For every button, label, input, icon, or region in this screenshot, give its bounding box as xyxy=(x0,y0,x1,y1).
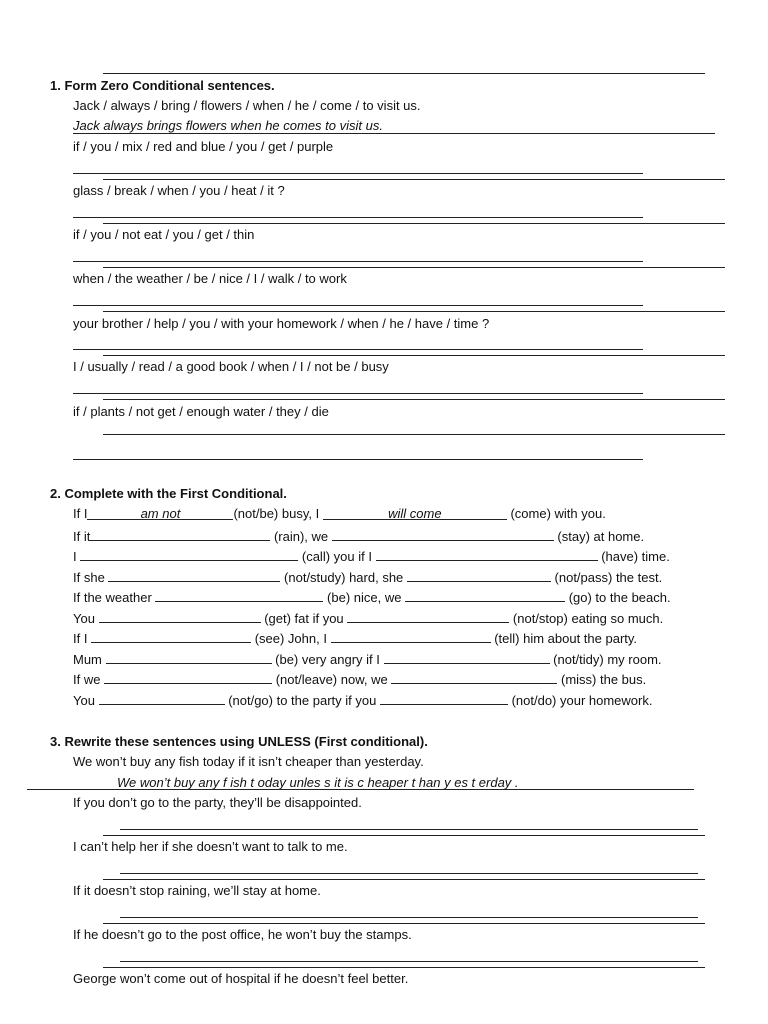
s2-row-7-p1: Mum xyxy=(73,652,102,667)
s2-row-7-blank-1[interactable] xyxy=(106,650,272,664)
s2-row-5-blank-1[interactable] xyxy=(99,609,261,623)
s2-row-1 xyxy=(73,527,644,545)
s3-answer-line-3b[interactable] xyxy=(103,879,705,880)
s2-row-3-p1: If she xyxy=(73,570,105,585)
s1-item-3: glass / break / when / you / heat / it ? xyxy=(73,183,285,198)
s2-row-5-blank-2[interactable] xyxy=(347,609,509,623)
s2-row-8-blank-1[interactable] xyxy=(104,670,272,684)
s2-row-2-p1: I xyxy=(73,549,77,564)
s2-row-3-blank-1[interactable] xyxy=(108,568,280,582)
s2-row-4-p2: (be) nice, we xyxy=(327,590,402,605)
s2-row-8-p2: (not/leave) now, we xyxy=(275,672,388,687)
s3-answer-line-2a[interactable] xyxy=(120,829,698,830)
s1-answer-line-4a[interactable] xyxy=(73,261,643,262)
s1-answer-line-3a[interactable] xyxy=(73,217,643,218)
s2-row-9-p2: (not/go) to the party if you xyxy=(228,693,377,708)
s2-row-3-p2: (not/study) hard, she xyxy=(284,570,404,585)
s2-row-6-blank-1[interactable] xyxy=(91,629,251,643)
s3-item-6: George won’t come out of hospital if he doesn’t feel better. xyxy=(73,971,409,986)
s2-example-row xyxy=(73,506,606,522)
s3-answer-line-5a[interactable] xyxy=(120,961,698,962)
s3-answer-line-2b[interactable] xyxy=(103,835,705,836)
s1-item-4: if / you / not eat / you / get / thin xyxy=(73,227,255,242)
s1-answer-line-6b[interactable] xyxy=(103,355,725,356)
s2-row-7-p3: (not/tidy) my room. xyxy=(553,652,662,667)
s2-example-blank-1[interactable]: am not xyxy=(87,506,233,520)
s2-row-2-p3: (have) time. xyxy=(601,549,670,564)
s1-answer-line-7a[interactable] xyxy=(73,393,643,394)
s3-item-1: We won’t buy any fish today if it isn’t cheaper than yesterday. xyxy=(73,754,424,769)
s1-answer-line-3b[interactable] xyxy=(103,223,725,224)
s2-row-9-blank-2[interactable] xyxy=(380,691,508,705)
s1-answer-line-2b[interactable] xyxy=(103,179,725,180)
s1-answer-line-1[interactable] xyxy=(73,133,715,134)
s1-answer-line-7b[interactable] xyxy=(103,399,725,400)
s2-example-p2: (not/be) busy, I xyxy=(233,506,320,521)
s2-example-p1: If I xyxy=(73,506,88,521)
s2-row-4-blank-1[interactable] xyxy=(155,588,323,602)
s2-row-9-p1: You xyxy=(73,693,95,708)
s1-answer-line-5a[interactable] xyxy=(73,305,643,306)
s2-row-4-blank-2[interactable] xyxy=(405,588,565,602)
s2-row-5-p2: (get) fat if you xyxy=(264,611,344,626)
s2-row-3 xyxy=(73,568,662,586)
s2-row-1-blank-2[interactable] xyxy=(332,527,554,541)
s2-row-7 xyxy=(73,650,662,668)
s2-row-5-p1: You xyxy=(73,611,95,626)
s3-item-3: I can’t help her if she doesn’t want to talk to me. xyxy=(73,839,348,854)
s1-answer-line-6a[interactable] xyxy=(73,349,643,350)
s2-row-3-p3: (not/pass) the test. xyxy=(554,570,663,585)
s2-row-8-blank-2[interactable] xyxy=(391,670,557,684)
s3-answer-line-5b[interactable] xyxy=(103,967,705,968)
s2-example-p3: (come) with you. xyxy=(510,506,606,521)
s2-row-3-blank-2[interactable] xyxy=(407,568,551,582)
section3-heading: 3. Rewrite these sentences using UNLESS (First conditional). xyxy=(50,734,428,749)
s3-item-2: If you don’t go to the party, they’ll be disappointed. xyxy=(73,795,362,810)
s2-row-4 xyxy=(73,588,671,606)
s1-item-1: Jack / always / bring / flowers / when / he / come / to visit us. xyxy=(73,98,421,113)
section2-heading: 2. Complete with the First Conditional. xyxy=(50,486,287,501)
s1-answer-line-8b[interactable] xyxy=(73,459,643,460)
s2-row-8-p3: (miss) the bus. xyxy=(560,672,647,687)
s1-item-2: if / you / mix / red and blue / you / get / purple xyxy=(73,139,334,154)
s2-row-8 xyxy=(73,670,646,688)
s3-answer-line-1[interactable] xyxy=(27,789,694,790)
s2-row-2-p2: (call) you if I xyxy=(301,549,372,564)
top-rule xyxy=(103,73,705,74)
s1-item-7: I / usually / read / a good book / when / I / not be / busy xyxy=(73,359,389,374)
s2-row-9 xyxy=(73,691,652,709)
s2-row-1-blank-1[interactable] xyxy=(90,527,270,541)
s2-row-6-blank-2[interactable] xyxy=(331,629,491,643)
s2-row-2 xyxy=(73,547,670,565)
s1-item-6: your brother / help / you / with your homework / when / he / have / time ? xyxy=(73,316,490,331)
s2-row-6-p2: (see) John, I xyxy=(254,631,327,646)
s2-row-7-blank-2[interactable] xyxy=(384,650,550,664)
s2-row-5 xyxy=(73,609,663,627)
s2-row-4-p1: If the weather xyxy=(73,590,152,605)
s2-row-6 xyxy=(73,629,637,647)
s1-item-5: when / the weather / be / nice / I / walk / to work xyxy=(73,271,347,286)
s2-row-1-p2: (rain), we xyxy=(273,529,329,544)
s2-row-9-blank-1[interactable] xyxy=(99,691,225,705)
s2-row-6-p1: If I xyxy=(73,631,88,646)
s2-row-8-p1: If we xyxy=(73,672,101,687)
s2-row-6-p3: (tell) him about the party. xyxy=(494,631,638,646)
s3-item-5: If he doesn’t go to the post office, he won’t buy the stamps. xyxy=(73,927,412,942)
s2-row-2-blank-1[interactable] xyxy=(80,547,298,561)
section1-heading: 1. Form Zero Conditional sentences. xyxy=(50,78,275,93)
s3-example-answer: We won’t buy any f ish t oday unles s it is c heaper t han y es t erday . xyxy=(117,775,519,790)
s1-item-8: if / plants / not get / enough water / they / die xyxy=(73,404,329,419)
s2-row-1-p3: (stay) at home. xyxy=(557,529,645,544)
s2-row-2-blank-2[interactable] xyxy=(376,547,598,561)
s1-answer-line-8a[interactable] xyxy=(103,434,725,435)
s2-row-1-p1: If it xyxy=(73,529,91,544)
s1-answer-line-5b[interactable] xyxy=(103,311,725,312)
s3-item-4: If it doesn’t stop raining, we’ll stay at home. xyxy=(73,883,321,898)
s2-example-blank-2[interactable]: will come xyxy=(323,506,507,520)
s2-row-9-p3: (not/do) your homework. xyxy=(511,693,653,708)
s1-answer-line-4b[interactable] xyxy=(103,267,725,268)
s3-answer-line-4a[interactable] xyxy=(120,917,698,918)
s1-example-answer: Jack always brings flowers when he comes to visit us. xyxy=(73,118,383,133)
s3-answer-line-4b[interactable] xyxy=(103,923,705,924)
s2-row-5-p3: (not/stop) eating so much. xyxy=(512,611,664,626)
s2-row-7-p2: (be) very angry if I xyxy=(275,652,380,667)
s2-row-4-p3: (go) to the beach. xyxy=(568,590,671,605)
s3-answer-line-3a[interactable] xyxy=(120,873,698,874)
s1-answer-line-2a[interactable] xyxy=(73,173,643,174)
